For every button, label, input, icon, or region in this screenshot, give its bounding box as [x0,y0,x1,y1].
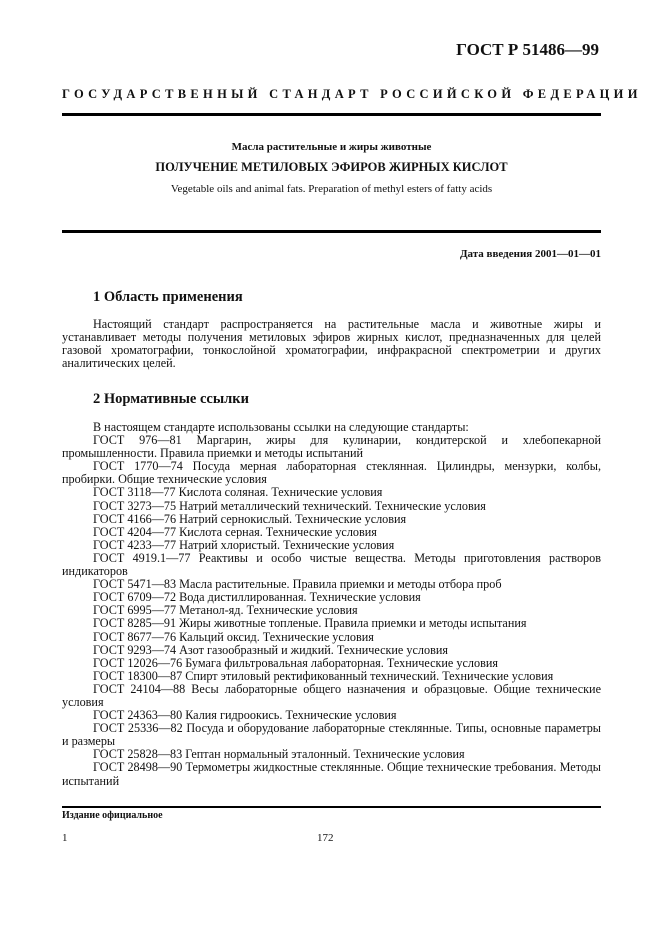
references-intro: В настоящем стандарте использованы ссылки на следующие стандарты: [93,420,469,434]
reference-item: ГОСТ 24104—88 Весы лабораторные общего назначения и образцовые. Общие технические условия [62,681,601,709]
reference-item: ГОСТ 3118—77 Кислота соляная. Технические условия [93,485,383,500]
reference-item: ГОСТ 18300—87 Спирт этиловый ректификованный технический. Технические условия [93,668,554,683]
reference-item: ГОСТ 4204—77 Кислота серная. Технические условия [93,524,377,539]
title-divider [62,230,601,233]
federation-banner: ГОСУДАРСТВЕННЫЙ СТАНДАРТ РОССИЙСКОЙ ФЕДЕРАЦИИ [62,87,642,101]
reference-item: ГОСТ 976—81 Маргарин, жиры для кулинарии, кондитерской и хлебопекарной промышленности. Правила приемки и методы испытаний [62,433,601,461]
page-number: 172 [317,832,334,844]
reference-item: ГОСТ 4919.1—77 Реактивы и особо чистые вещества. Методы приготовления растворов индикаторов [62,550,601,579]
edition-label: Издание официальное [62,810,163,821]
section-1-paragraph: Настоящий стандарт распространяется на растительные масла и животные жиры и устанавливает методы получения метиловых эфиров жирных кислот, предназначенных для целей газовой хроматографии, тонкослойной хроматографии, инфракрасной спектрометрии и других аналитических целей. [62,317,601,371]
document-title-english: Vegetable oils and animal fats. Preparation of methyl esters of fatty acids [170,183,493,195]
reference-item: ГОСТ 25828—83 Гептан нормальный эталонный. Технические условия [93,747,465,762]
reference-item: ГОСТ 12026—76 Бумага фильтровальная лабораторная. Технические условия [93,655,498,670]
reference-item: ГОСТ 6995—77 Метанол-яд. Технические условия [93,603,358,618]
document-title: ПОЛУЧЕНИЕ МЕТИЛОВЫХ ЭФИРОВ ЖИРНЫХ КИСЛОТ [155,160,508,174]
reference-item: ГОСТ 28498—90 Термометры жидкостные стеклянные. Общие технические требования. Методы испытаний [62,760,601,788]
sheet-number: 1 [62,832,68,844]
reference-item: ГОСТ 1770—74 Посуда мерная лабораторная стеклянная. Цилиндры, мензурки, колбы, пробирки. Общие технические условия [62,459,601,487]
reference-item: ГОСТ 5471—83 Масла растительные. Правила приемки и методы отбора проб [93,577,502,592]
reference-item: ГОСТ 8285—91 Жиры животные топленые. Правила приемки и методы испытания [93,616,527,631]
document-subtitle: Масла растительные и жиры животные [231,141,432,153]
effective-date: Дата введения 2001—01—01 [459,248,601,260]
reference-item: ГОСТ 4166—76 Натрий сернокислый. Технические условия [93,511,407,526]
section-1-heading: 1 Область применения [93,289,243,305]
reference-item: ГОСТ 6709—72 Вода дистиллированная. Технические условия [93,590,421,605]
reference-item: ГОСТ 8677—76 Кальций оксид. Технические условия [93,629,374,644]
section-1-body [62,318,601,370]
reference-item: ГОСТ 25336—82 Посуда и оборудование лабораторные стеклянные. Типы, основные параметры и размеры [62,721,601,749]
document-code: ГОСТ Р 51486—99 [456,40,599,59]
references-list [62,421,601,788]
reference-item: ГОСТ 9293—74 Азот газообразный и жидкий. Технические условия [93,642,448,657]
reference-item: ГОСТ 3273—75 Натрий металлический технический. Технические условия [93,498,486,513]
footer-divider [62,806,601,808]
reference-item: ГОСТ 4233—77 Натрий хлористый. Технические условия [93,537,395,552]
top-divider [62,113,601,116]
reference-item: ГОСТ 24363—80 Калия гидроокись. Технические условия [93,708,397,723]
section-2-heading: 2 Нормативные ссылки [93,391,249,407]
